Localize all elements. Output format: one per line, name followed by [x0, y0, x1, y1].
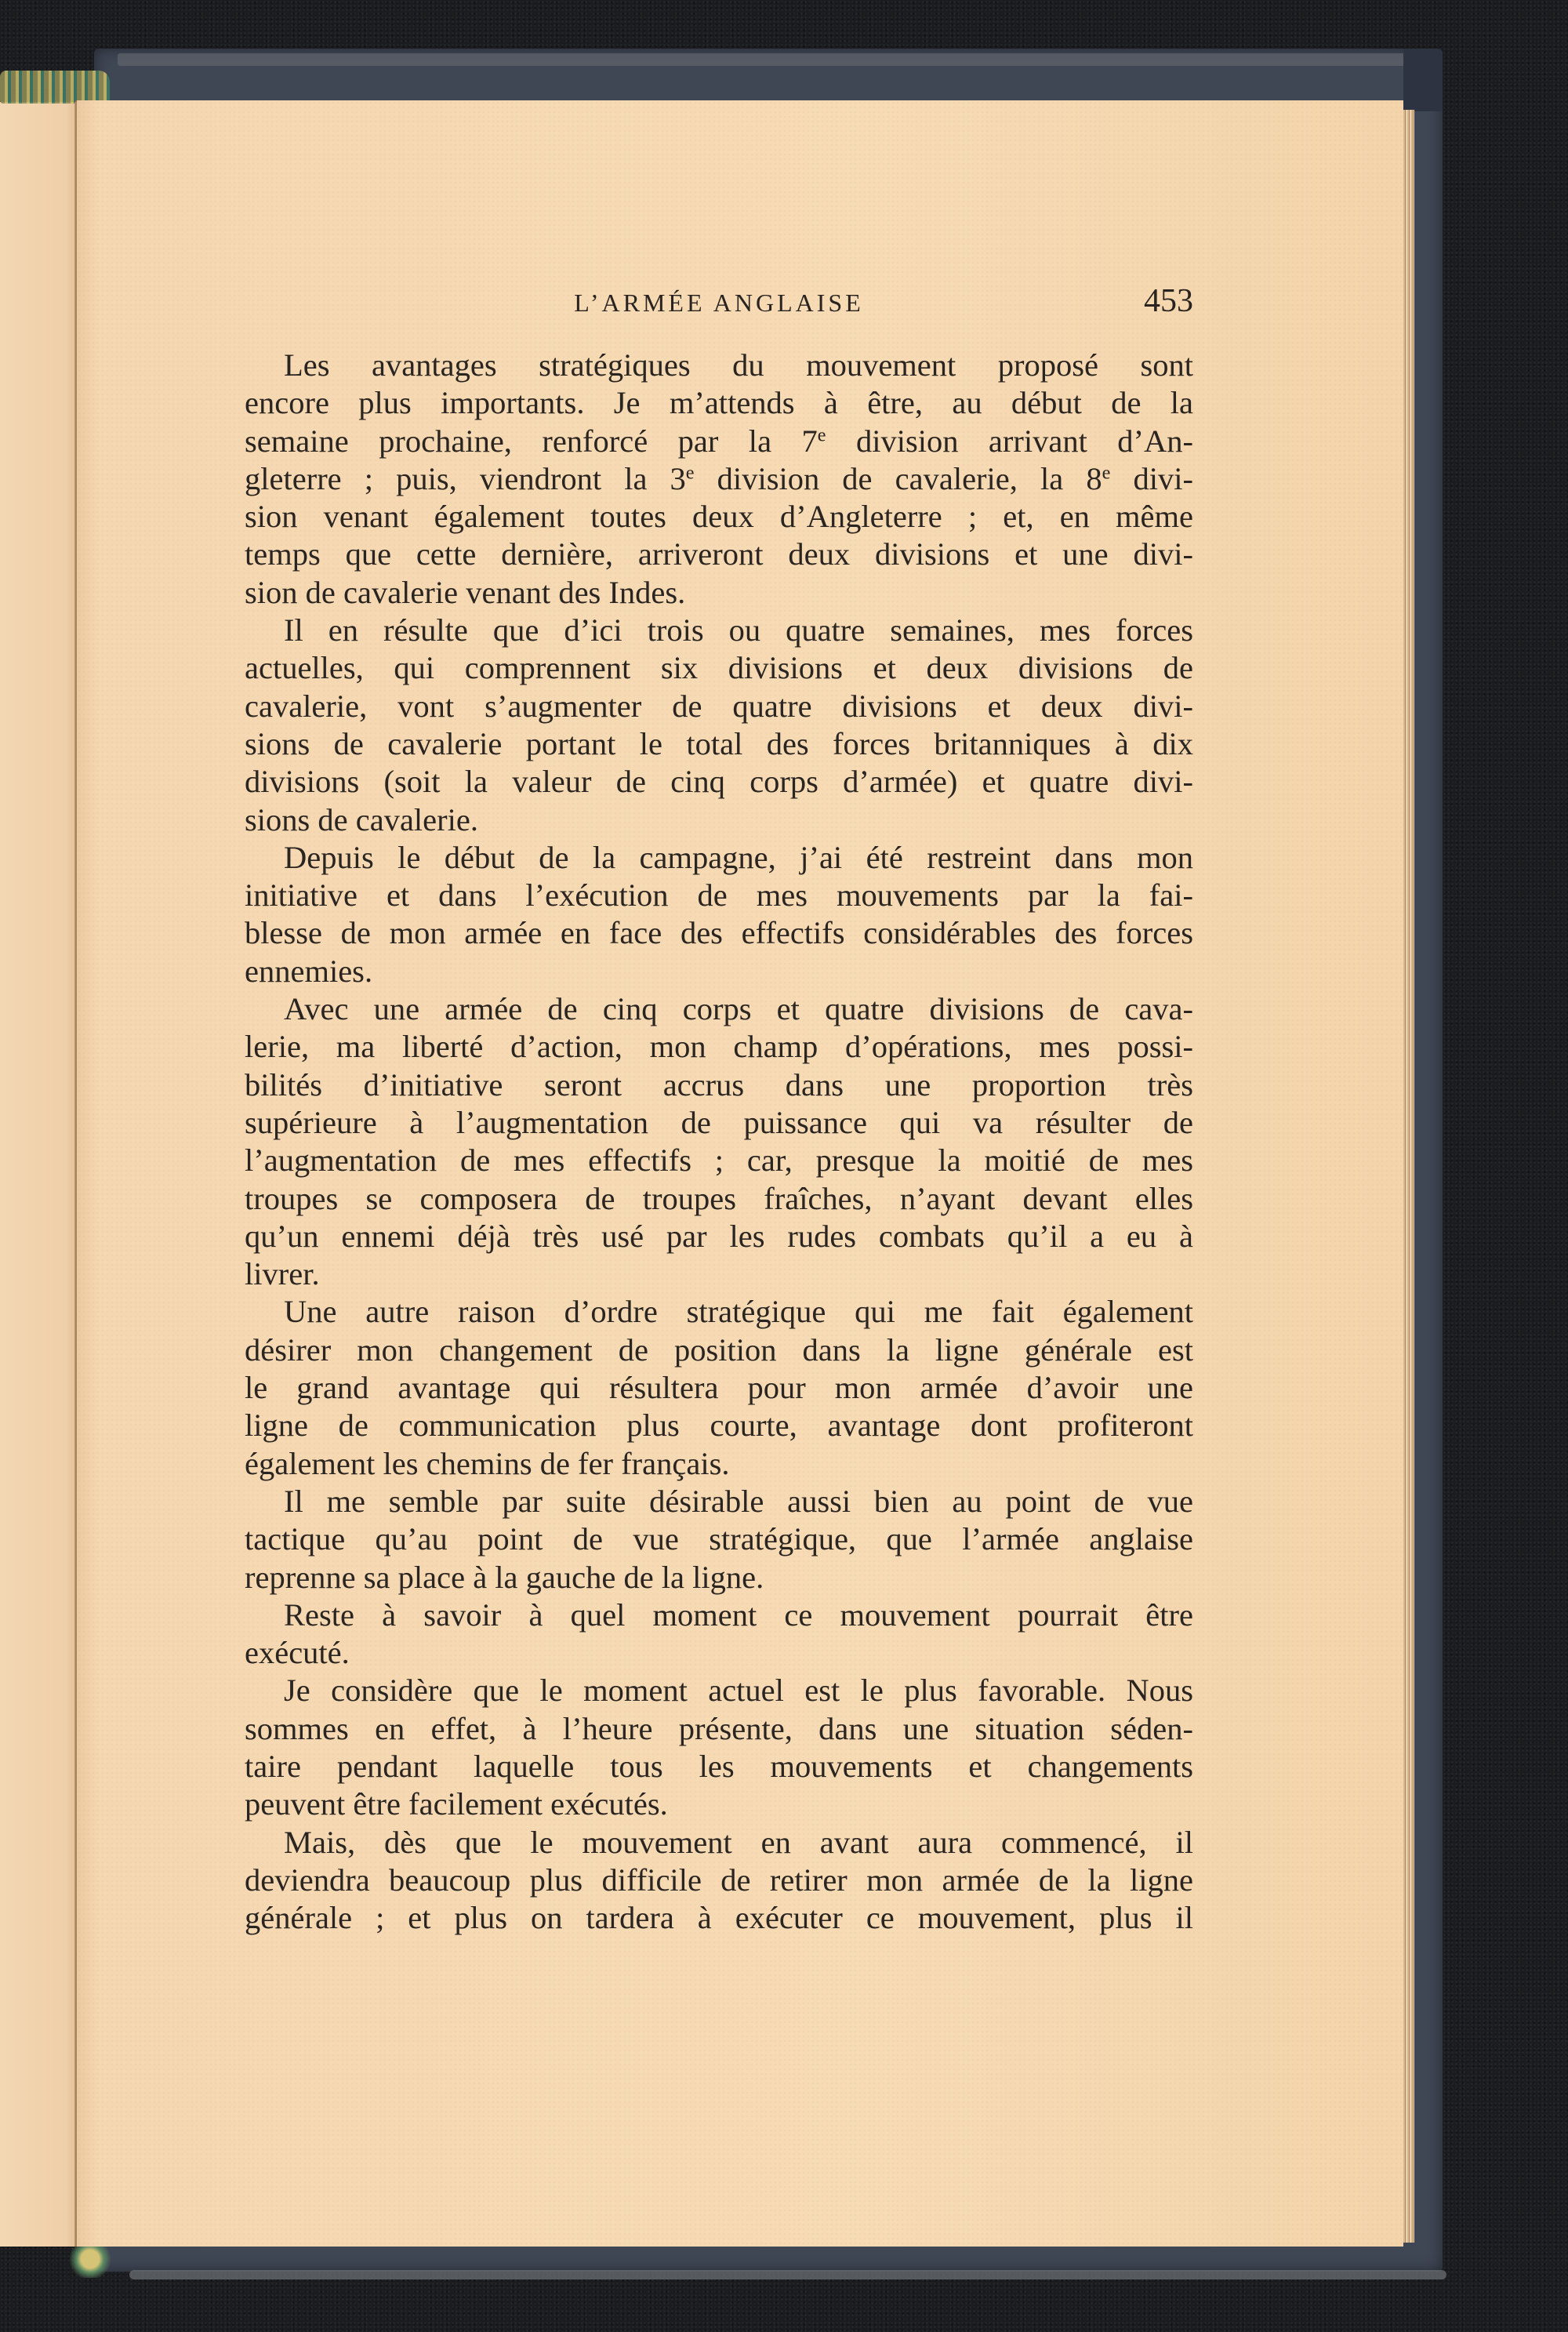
text-line: reprenne sa place à la gauche de la ligne.: [245, 1559, 764, 1595]
text-line: temps que cette dernière, arriveront deux divisions et une divi-: [245, 536, 1193, 572]
page-number: 453: [1144, 283, 1193, 319]
text-line: générale ; et plus on tardera à exécuter ce mouvement, plus il: [245, 1900, 1193, 1936]
text-line: sion de cavalerie venant des Indes.: [245, 574, 686, 610]
text-line: Il en résulte que d’ici trois ou quatre semaines, mes forces: [284, 612, 1193, 648]
body-text: [245, 347, 1193, 1937]
text-line: cavalerie, vont s’augmenter de quatre divisions et deux divi-: [245, 688, 1193, 724]
text-line: bilités d’initiative seront accrus dans une proportion très: [245, 1066, 1193, 1102]
text-line: taire pendant laquelle tous les mouvements et changements: [245, 1748, 1193, 1784]
text-line: Il me semble par suite désirable aussi bien au point de vue: [284, 1483, 1193, 1519]
paragraph: [245, 1293, 1193, 1482]
paragraph: [245, 1672, 1193, 1823]
text-line: supérieure à l’augmentation de puissance qui va résulter de: [245, 1104, 1193, 1140]
text-line: divisions (soit la valeur de cinq corps d’armée) et quatre divi-: [245, 764, 1193, 800]
text-line: sion venant également toutes deux d’Angleterre ; et, en même: [245, 499, 1193, 535]
paragraph: [245, 347, 1193, 612]
text-line: Je considère que le moment actuel est le plus favorable. Nous: [284, 1673, 1193, 1709]
cover-bottom-edge: [129, 2270, 1446, 2279]
paragraph: [245, 1824, 1193, 1938]
text-line: Mais, dès que le mouvement en avant aura commencé, il: [284, 1824, 1193, 1860]
text-line: sions de cavalerie.: [245, 801, 478, 837]
text-line: le grand avantage qui résultera pour mon armée d’avoir une: [245, 1370, 1193, 1406]
paragraph: [245, 1596, 1193, 1673]
paragraph: [245, 1483, 1193, 1596]
text-line: blesse de mon armée en face des effectifs considérables des forces: [245, 915, 1193, 951]
text-line: Avec une armée de cinq corps et quatre divisions de cava-: [284, 991, 1193, 1027]
text-line: semaine prochaine, renforcé par la 7e division arrivant d’An-: [245, 423, 1193, 459]
text-line: lerie, ma liberté d’action, mon champ d’opérations, mes possi-: [245, 1029, 1193, 1065]
left-page-fragment: [0, 102, 77, 2247]
text-line: troupes se composera de troupes fraîches, n’ayant devant elles: [245, 1180, 1193, 1216]
cover-corner: [1403, 49, 1443, 111]
text-line: sommes en effet, à l’heure présente, dans une situation séden-: [245, 1710, 1193, 1746]
text-line: désirer mon changement de position dans la ligne générale est: [245, 1331, 1193, 1368]
text-line: livrer.: [245, 1256, 320, 1292]
text-line: peuvent être facilement exécutés.: [245, 1786, 668, 1822]
running-head: [245, 282, 1193, 321]
text-line: gleterre ; puis, viendront la 3e division de cavalerie, la 8e divi-: [245, 460, 1193, 496]
paragraph: [245, 839, 1193, 990]
text-line: l’augmentation de mes effectifs ; car, presque la moitié de mes: [245, 1142, 1193, 1179]
text-line: actuelles, qui comprennent six divisions et deux divisions de: [245, 650, 1193, 686]
text-line: Depuis le début de la campagne, j’ai été restreint dans mon: [284, 839, 1193, 875]
headband-icon: [0, 71, 110, 104]
text-line: ennemies.: [245, 953, 373, 989]
running-title: L’ARMÉE ANGLAISE: [574, 289, 864, 317]
text-line: tactique qu’au point de vue stratégique, que l’armée anglaise: [245, 1521, 1193, 1557]
gutter: [74, 102, 77, 2247]
paragraph: [245, 990, 1193, 1293]
page-edges: [1403, 110, 1414, 2243]
text-line: initiative et dans l’exécution de mes mouvements par la fai-: [245, 877, 1193, 914]
text-line: Les avantages stratégiques du mouvement proposé sont: [284, 347, 1193, 383]
paragraph: [245, 612, 1193, 839]
text-line: également les chemins de fer français.: [245, 1445, 730, 1481]
text-line: sions de cavalerie portant le total des forces britanniques à dix: [245, 725, 1193, 761]
text-line: Une autre raison d’ordre stratégique qui me fait également: [284, 1294, 1193, 1330]
cover-top-edge: [118, 53, 1443, 66]
text-line: Reste à savoir à quel moment ce mouvement pourrait être: [284, 1596, 1193, 1633]
text-line: ligne de communication plus courte, avantage dont profiteront: [245, 1408, 1193, 1444]
text-line: exécuté.: [245, 1635, 350, 1671]
text-line: qu’un ennemi déjà très usé par les rudes combats qu’il a eu à: [245, 1218, 1193, 1254]
tailband-icon: [67, 2247, 114, 2278]
text-line: deviendra beaucoup plus difficile de retirer mon armée de la ligne: [245, 1862, 1193, 1898]
text-line: encore plus importants. Je m’attends à être, au début de la: [245, 385, 1193, 421]
